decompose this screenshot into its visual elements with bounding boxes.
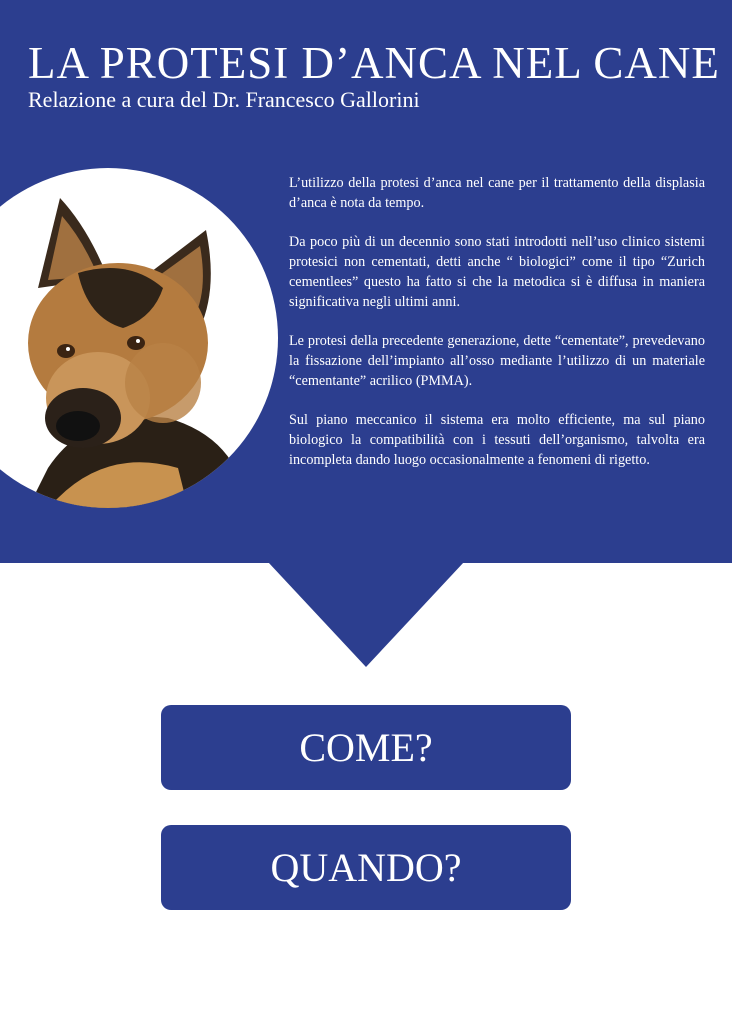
paragraph-2: Da poco più di un decennio sono stati introdotti nell’uso clinico sistemi protesici non cementati, detti anche “ biologici” come il tipo “Zurich cementlees” questo ha fatto si che la metodica si è diffusa in maniera significativa negli ultimi anni. — [289, 234, 705, 310]
come-button[interactable]: COME? — [161, 705, 571, 790]
dog-photo — [0, 168, 278, 508]
page-subtitle: Relazione a cura del Dr. Francesco Gallorini — [28, 87, 420, 112]
page-title: LA PROTESI D’ANCA NEL CANE — [28, 38, 720, 88]
intro-text — [289, 173, 705, 470]
german-shepherd-illustration — [0, 168, 278, 508]
quando-button[interactable]: QUANDO? — [161, 825, 571, 910]
paragraph-4: Sul piano meccanico il sistema era molto efficiente, ma sul piano biologico la compatibilità con i tessuti dell’organismo, talvolta era incompleta dando luogo occasionalmente a fenomeni di rigetto. — [289, 412, 705, 468]
paragraph-1: L’utilizzo della protesi d’anca nel cane per il trattamento della displasia d’anca è nota da tempo. — [289, 175, 705, 211]
pointer-arrow-icon — [268, 562, 464, 667]
paragraph-3: Le protesi della precedente generazione, dette “cementate”, prevedevano la fissazione dell’impianto all’osso mediante l’utilizzo di un materiale “cementante” acrilico (PMMA). — [289, 333, 705, 389]
